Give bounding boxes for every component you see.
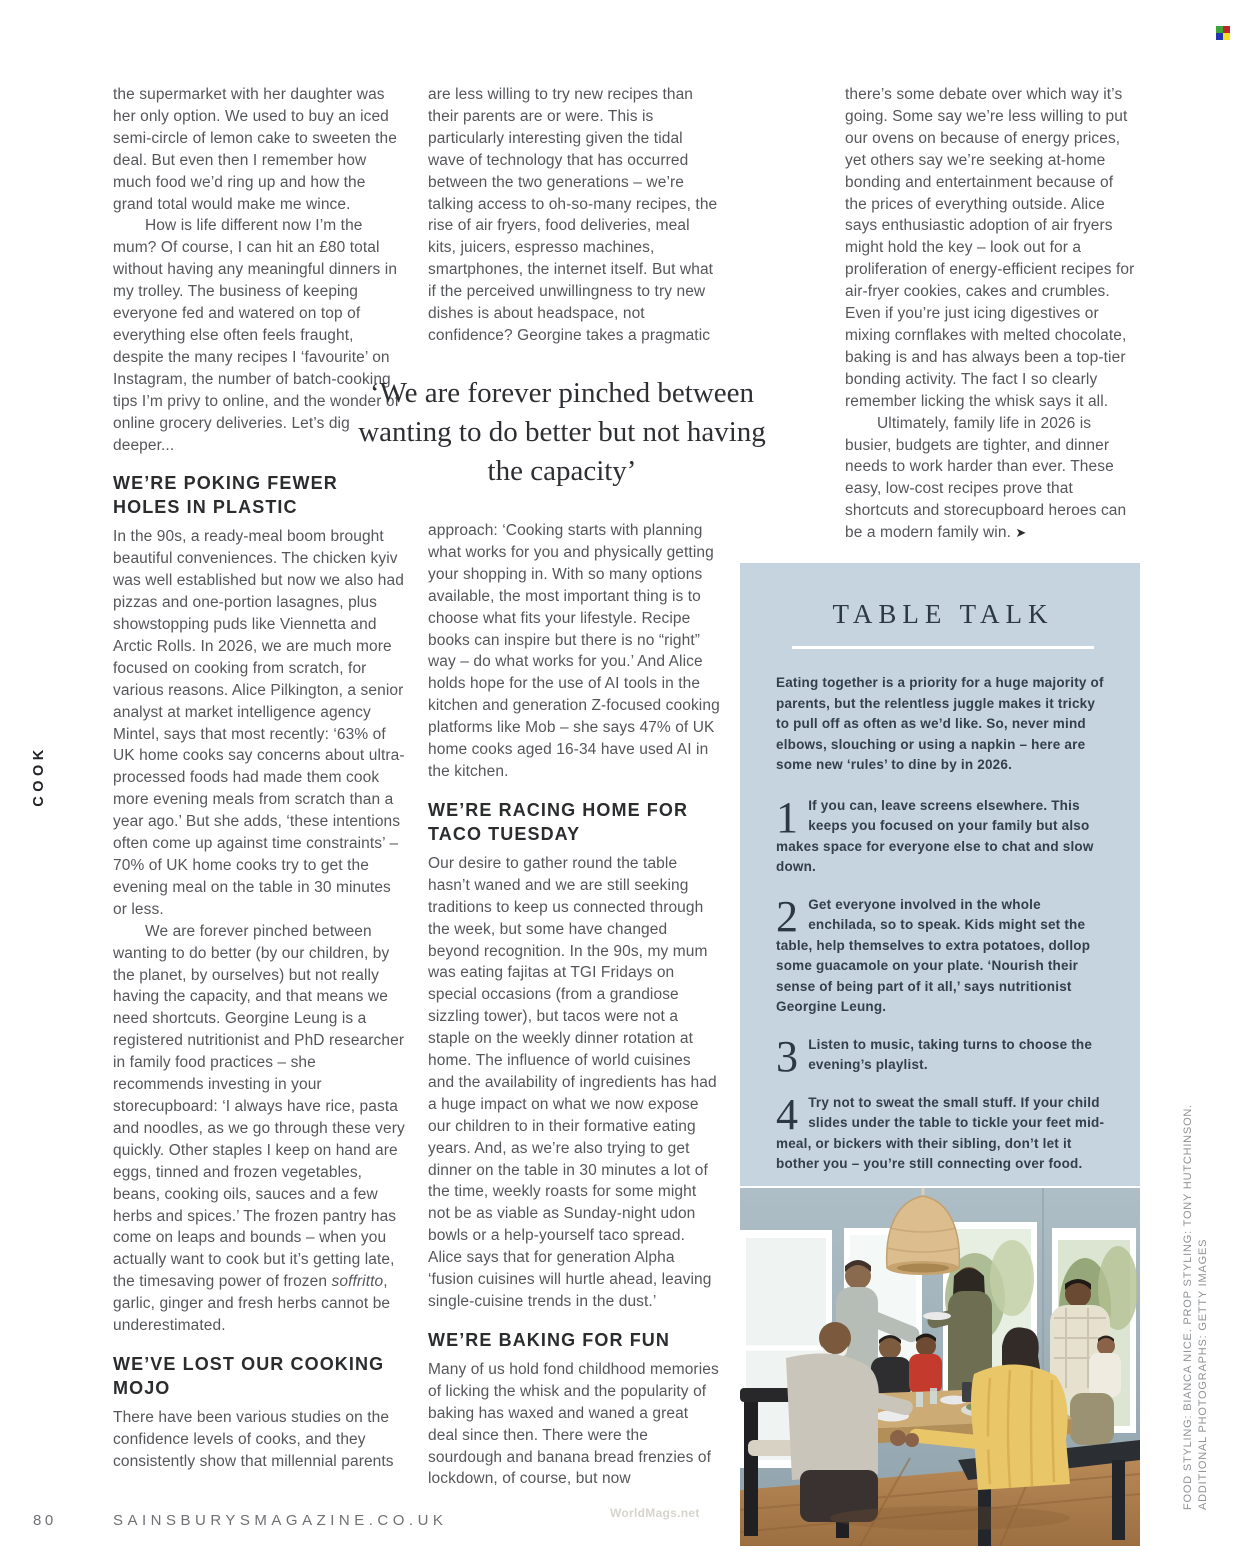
list-item — [776, 1089, 1110, 1175]
body-paragraph: In the 90s, a ready-meal boom brought beautiful conveniences. The chicken kyiv was well established but now we also had pizzas and one-portion lasagnes, plus showstopping puds like Viennetta and Arctic Rolls. In 2026, we are much more focused on cooking from scratch, for various reasons. Alice Pilkington, a senior analyst at market intelligence agency Mintel, says that most recently: ‘63% of UK home cooks say concerns about ultra-processed foods had made them cook more evening meals from scratch than a year ago.’ But she adds, ‘these intentions often come up against time constraints’ – 70% of UK home cooks try to get the evening meal on the table in 30 minutes or less. — [113, 528, 405, 918]
body-paragraph: there’s some debate over which way it’s going. Some say we’re less willing to put our ovens on because of energy prices, yet others say we’re seeking at-home bonding and entertainment because of the prices of everything outside. Alice says enthusiastic adoption of air fryers might hold the key – look out for a proliferation of energy-efficient recipes for air-fryer cookies, cakes and crumbles. Even if you’re just icing digestives or mixing cornflakes with melted chocolate, baking is and has always been a top-tier bonding activity. The fact I so clearly remember licking the whisk says it all. — [845, 86, 1135, 410]
article-column-3 — [845, 84, 1137, 544]
item-text: Try not to sweat the small stuff. If your child slides under the table to tickle your feet mid-meal, or bickers with their sibling, don’t let it bother you – you’re still connecting over food. — [776, 1094, 1105, 1171]
article-column-2-top — [428, 84, 720, 347]
photo-credits — [1181, 1050, 1211, 1510]
body-paragraph: the supermarket with her daughter was her only option. We used to buy an iced semi-circle of lemon cake to sweeten the deal. But even then I remember how much food we’d ring up and how the grand total would make me wince. — [113, 86, 397, 213]
article-column-1 — [113, 84, 405, 1473]
body-paragraph: Ultimately, family life in 2026 is busier, budgets are tighter, and dinner needs to work harder than ever. These easy, low-cost recipes prove that shortcuts and storecupboard heroes can be a modern family win. ➤ — [845, 414, 1127, 542]
section-heading: WE’RE BAKING FOR FUN — [428, 1329, 670, 1350]
article-column-2-bottom — [428, 520, 720, 1490]
continues-arrow-icon: ➤ — [1015, 525, 1027, 541]
italic-term: soffritto — [331, 1273, 384, 1291]
list-item — [776, 792, 1110, 878]
table-talk-box — [740, 563, 1140, 1186]
body-paragraph: There have been various studies on the confidence levels of cooks, and they consistently show that millennial parents — [113, 1408, 394, 1470]
list-item — [776, 1031, 1110, 1081]
body-paragraph: Our desire to gather round the table hasn’t waned and we are still seeking traditions to keep us connected through the week, but some have changed beyond recognition. In the 90s, my mum was eating fajitas at TGI Fridays on special occasions (from a grandiose sizzling tower), but tacos were not a staple on the weekly dinner rotation at home. The influence of world cuisines and the availability of ingredients has had a huge impact on what we now expose our children to in their formative eating years. And, as we’re also trying to get dinner on the table in 30 minutes a lot of the time, weekly roasts for some might not be as viable as Sunday-night udon bowls or a help-yourself taco spread. Alice says that for generation Alpha ‘fusion cuisines will hurtle ahead, leaving single-cuisine trends in the dust.’ — [428, 854, 717, 1310]
body-paragraph: We are forever pinched between wanting to do better (by our children, by the planet, by ourselves) but not really having the capacity, and that means we need shortcuts. Georgine Leung is a registered nutritionist and PhD researcher in family food practices – she recommends investing in your storecupboard: ‘I always have rice, pasta and noodles, as we go through these very quickly. Other staples I keep on hand are eggs, tinned and frozen vegetables, beans, cooking oils, sauces and a few herbs and spices.’ The frozen pantry has come on leaps and bounds – when you actually want to cook but it’s getting late, the timesaving power of frozen soffritto, garlic, ginger and fresh herbs cannot be underestimated. — [113, 922, 405, 1335]
box-title: TABLE TALK — [832, 599, 1054, 629]
item-number: 4 — [776, 1089, 799, 1139]
pull-quote: ‘We are forever pinched between wanting to do better but not having the capacity’ — [358, 377, 766, 487]
item-text: Get everyone involved in the whole enchilada, so to speak. Kids might set the table, help themselves to extra potatoes, dollop some guacamole on your plate. ‘Nourish their sense of being part of it all,’ says nutritionist Georgine Leung. — [776, 896, 1091, 1014]
section-heading: WE’VE LOST OUR COOKING MOJO — [113, 1353, 385, 1398]
item-text: Listen to music, taking turns to choose the evening’s playlist. — [808, 1036, 1093, 1072]
item-number: 1 — [776, 792, 799, 842]
body-paragraph: are less willing to try new recipes than their parents are or were. This is particularly interesting given the tidal wave of technology that has occurred between the two generations – we’re talking access to oh-so-many recipes, the rise of air fryers, food deliveries, meal kits, juicers, espresso machines, smartphones, the internet itself. But what if the perceived unwillingness to try new dishes is about headspace, not confidence? Georgine takes a pragmatic — [428, 86, 718, 344]
magazine-website: SAINSBURYSMAGAZINE.CO.UK — [113, 1512, 448, 1529]
section-label-cook: COOK — [31, 745, 47, 807]
body-paragraph: How is life different now I’m the mum? Of course, I can hit an £80 total without having any meaningful dinners in my trolley. The business of keeping everyone fed and watered on top of everything else often feels fraught, despite the many recipes I ‘favourite’ on Instagram, the number of batch-cooking tips I’m privy to online, and the wonder of online grocery deliveries. Let’s dig deeper... — [113, 217, 400, 454]
section-heading: WE’RE RACING HOME FOR TACO TUESDAY — [428, 799, 689, 844]
page-number: 80 — [33, 1512, 57, 1529]
title-rule — [792, 646, 1094, 649]
watermark: WorldMags.net — [610, 1506, 700, 1520]
credits-line-2: ADDITIONAL PHOTOGRAPHS: GETTY IMAGES — [1196, 1238, 1209, 1510]
item-number: 2 — [776, 891, 799, 941]
family-dinner-photo — [740, 1188, 1140, 1546]
item-number: 3 — [776, 1031, 799, 1081]
credits-line-1: FOOD STYLING: BIANCA NICE. PROP STYLING: TONY HUTCHINSON. — [1182, 1103, 1194, 1510]
list-item — [776, 891, 1110, 1018]
color-grid-icon — [1216, 26, 1230, 40]
item-text: If you can, leave screens elsewhere. This keeps you focused on your family but also makes space for everyone else to chat and slow down. — [776, 797, 1094, 874]
body-paragraph: approach: ‘Cooking starts with planning what works for you and physically getting your shopping in. With so many options available, the most important thing is to choose what fits your lifestyle. Recipe books can inspire but there is no “right” way – do what works for you.’ And Alice holds hope for the use of AI tools in the kitchen and generation Z-focused cooking platforms like Mob – she says 47% of UK home cooks aged 16-34 have used AI in the kitchen. — [428, 522, 720, 780]
box-intro: Eating together is a priority for a huge majority of parents, but the relentless juggle makes it tricky to pull off as often as we’d like. So, never mind elbows, slouching or using a napkin – here are some new ‘rules’ to dine by in 2026. — [776, 675, 1104, 772]
body-paragraph: Many of us hold fond childhood memories of licking the whisk and the popularity of baking has waxed and waned a great deal since then. There were the sourdough and banana bread frenzies of lockdown, of course, but now — [428, 1360, 719, 1488]
section-heading: WE’RE POKING FEWER HOLES IN PLASTIC — [113, 473, 338, 518]
